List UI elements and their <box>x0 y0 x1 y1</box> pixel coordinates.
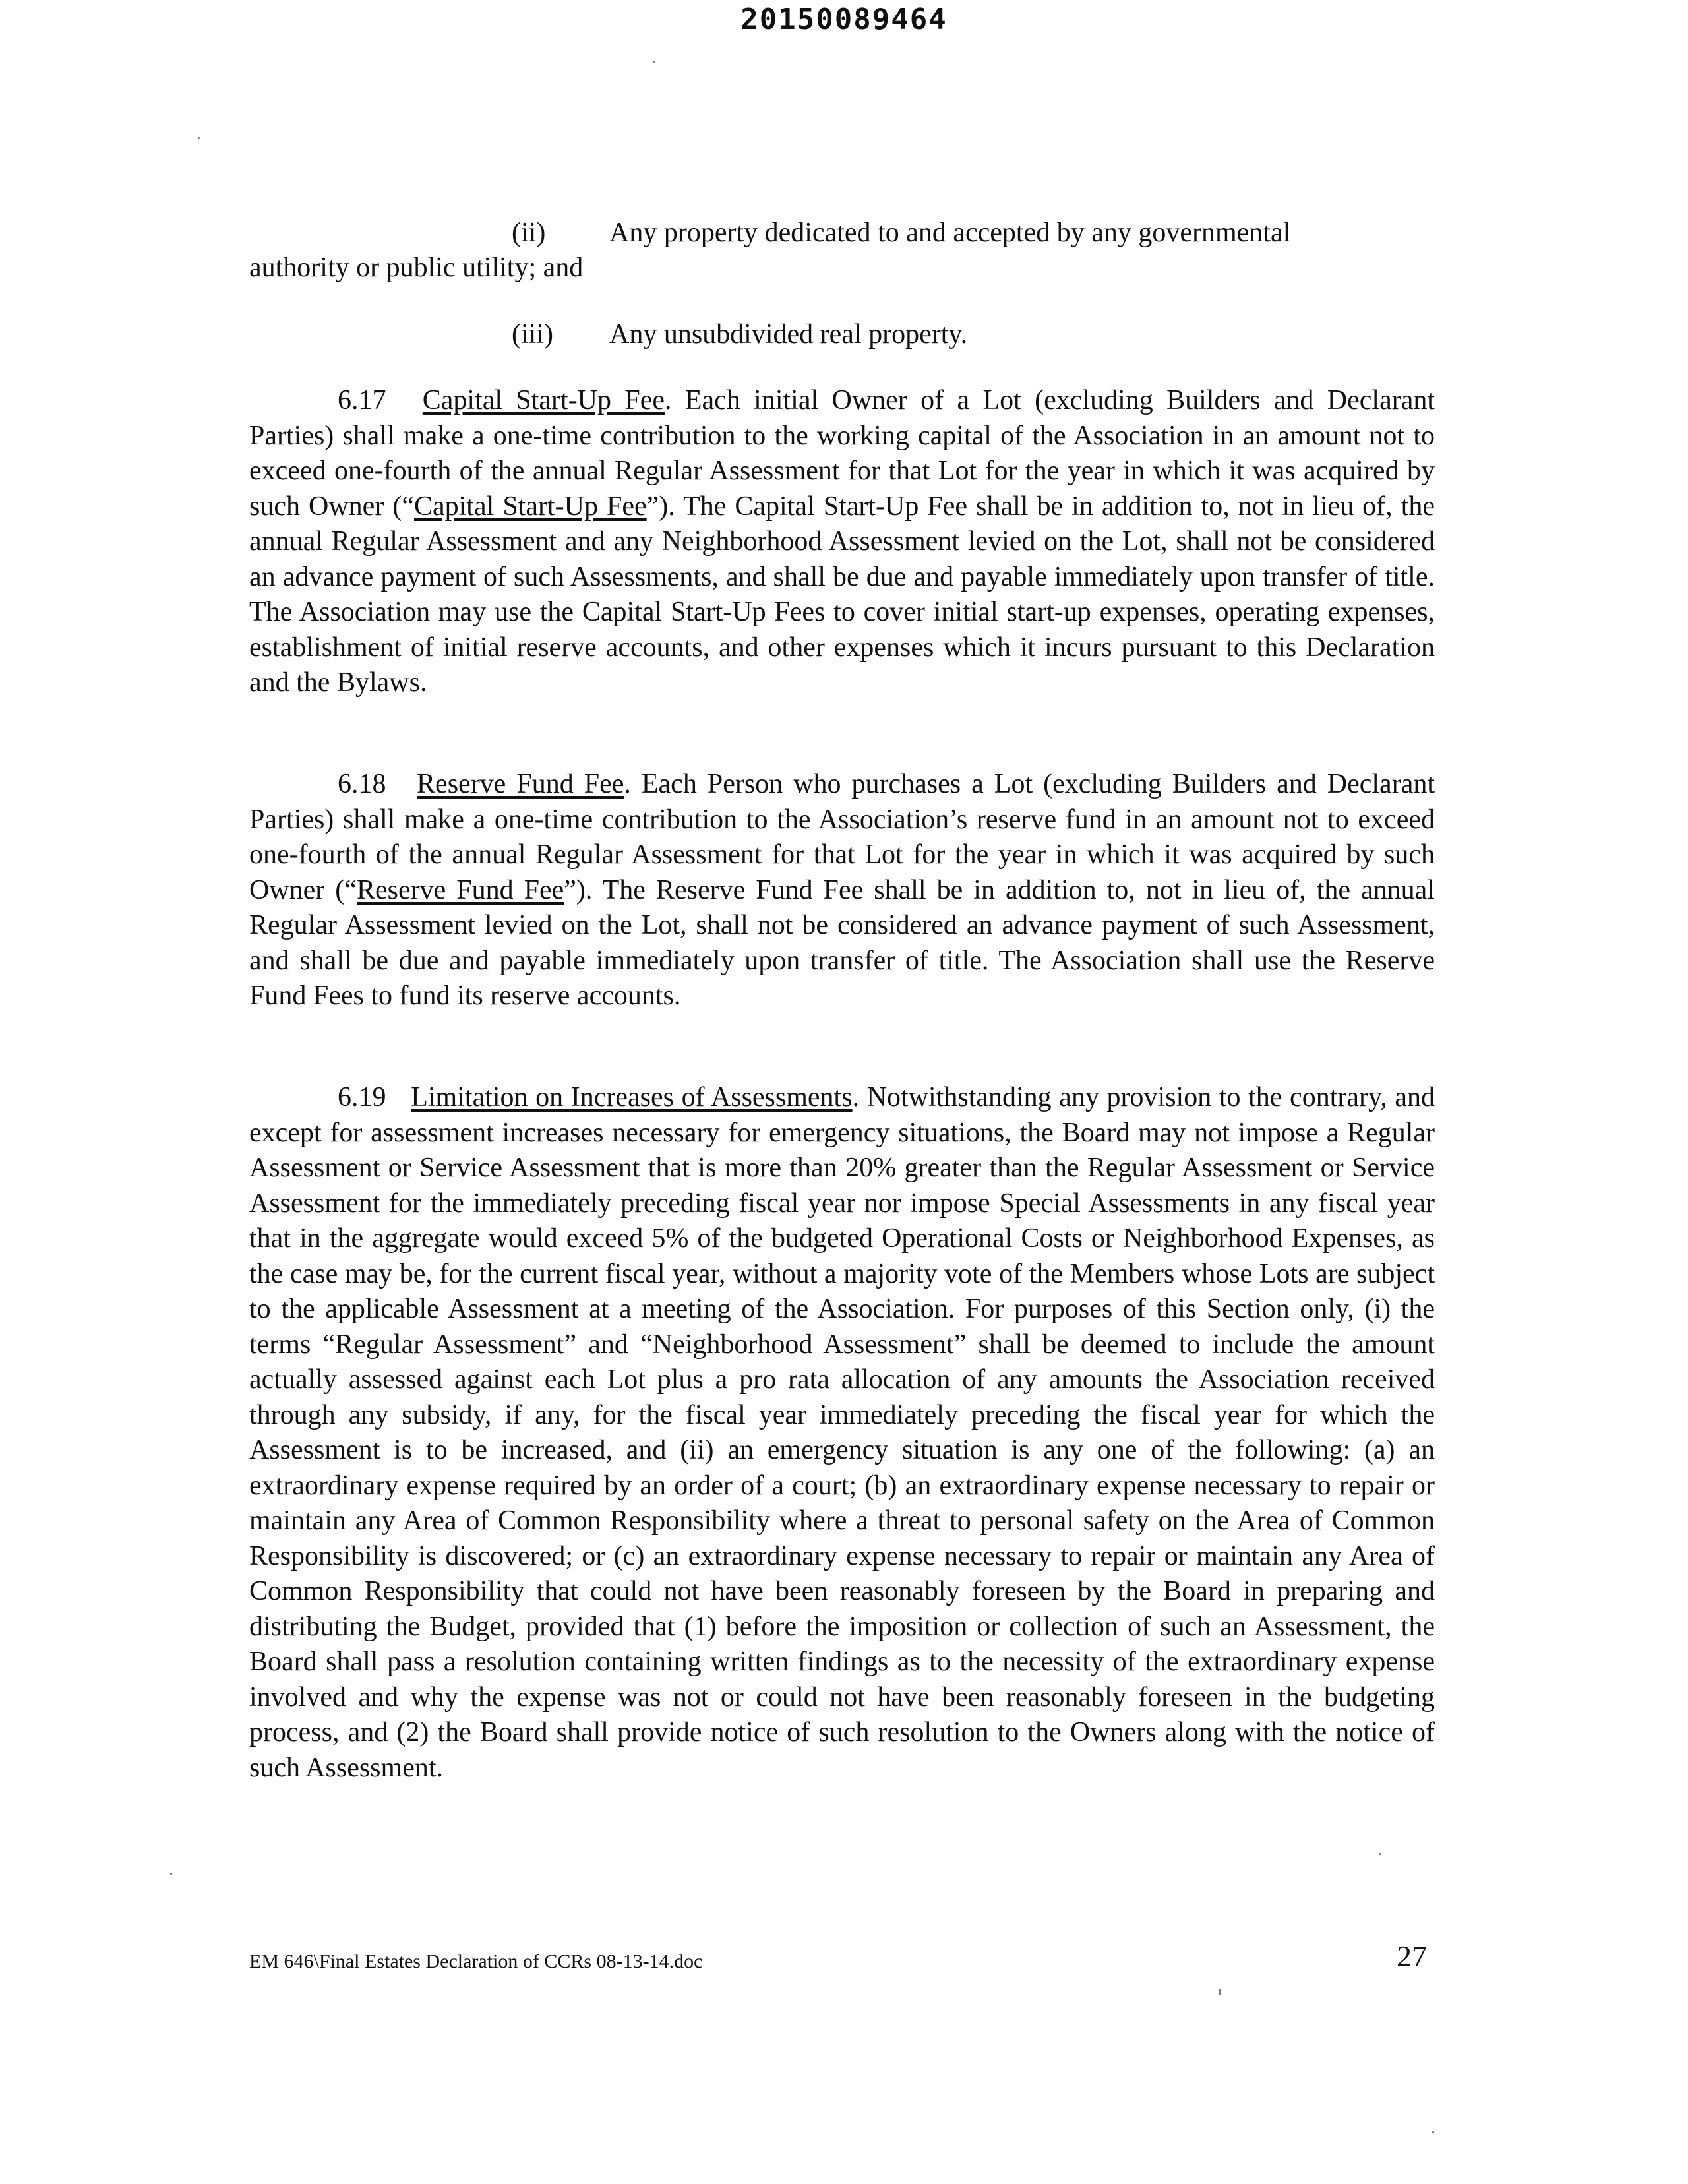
scan-speck <box>1219 1989 1221 1995</box>
subitem-number: (iii) <box>512 319 553 349</box>
section-6-17 <box>249 383 1435 701</box>
subitem-iii <box>249 317 1435 352</box>
section-title: Limitation on Increases of Assessments <box>411 1082 853 1112</box>
section-number: 6.17 <box>338 385 386 415</box>
scan-speck <box>170 1873 172 1875</box>
scan-speck <box>1379 1853 1381 1855</box>
page-number: 27 <box>1397 1939 1427 1973</box>
scan-speck <box>198 137 200 139</box>
subitem-text: Any property dedicated to and accepted by any governmental <box>609 218 1291 248</box>
defined-term: Reserve Fund Fee <box>356 874 564 905</box>
section-text: . Each Person who purchases a Lot (excluding Builders and Declarant Parties) shall make a one-time contribution to the Association’s reserve fund in an amount not to exceed one-fourth of the annual Regular Assessment for that Lot for the year in which it was acquired by such Owner (“ <box>249 769 1435 905</box>
subitem-continuation: authority or public utility; and <box>249 253 584 283</box>
subitem-text: Any unsubdivided real property. <box>609 319 968 349</box>
subitem-number: (ii) <box>512 218 546 248</box>
section-title: Reserve Fund Fee <box>417 769 624 799</box>
scan-speck <box>1432 2131 1434 2133</box>
section-text: . Notwithstanding any provision to the contrary, and except for assessment increases necessary for emergency situations, the Board may not impose a Regular Assessment or Service Assessment that is more than 20% greater than the Regular Assessment or Service Assessment for the immediately preceding fiscal year nor impose Special Assessments in any fiscal year that in the aggregate would exceed 5% of the budgeted Operational Costs or Neighborhood Expenses, as the case may be, for the current fiscal year, without a majority vote of the Members whose Lots are subject to the applicable Assessment at a meeting of the Association. For purposes of this Section only, (i) the terms “Regular Assessment” and “Neighborhood Assessment” shall be deemed to include the amount actually assessed against each Lot plus a pro rata allocation of any amounts the Association received through any subsidy, if any, for the fiscal year immediately preceding the fiscal year for which the Assessment is to be increased, and (ii) an emergency situation is any one of the following: (a) an extraordinary expense required by an order of a court; (b) an extraordinary expense necessary to repair or maintain any Area of Common Responsibility where a threat to personal safety on the Area of Common Responsibility is discovered; or (c) an extraordinary expense necessary to repair or maintain any Area of Common Responsibility that could not have been reasonably foreseen by the Board in preparing and distributing the Budget, provided that (1) before the imposition or collection of such an Assessment, the Board shall pass a resolution containing written findings as to the necessity of the extraordinary expense involved and why the expense was not or could not have been reasonably foreseen in the budgeting process, and (2) the Board shall provide notice of such resolution to the Owners along with the notice of such Assessment. <box>249 1082 1435 1783</box>
defined-term: Capital Start-Up Fee <box>413 491 647 522</box>
section-number: 6.19 <box>338 1082 386 1112</box>
document-number: 20150089464 <box>740 3 948 36</box>
section-number: 6.18 <box>338 769 386 799</box>
section-6-19 <box>249 1080 1435 1786</box>
section-6-18 <box>249 767 1435 1014</box>
section-title: Capital Start-Up Fee <box>422 385 665 415</box>
section-text: ”). The Reserve Fund Fee shall be in addition to, not in lieu of, the annual Regular Assessment levied on the Lot, shall not be considered an advance payment of such Assessment, and shall be due and payable immediately upon transfer of title. The Association shall use the Reserve Fund Fees to fund its reserve accounts. <box>249 874 1435 1011</box>
subitem-ii <box>249 216 1435 286</box>
section-text: ”). The Capital Start-Up Fee shall be in addition to, not in lieu of, the annual Regular Assessment and any Neighborhood Assessment levied on the Lot, shall not be considered an advance payment of such Assessments, and shall be due and payable immediately upon transfer of title. The Association may use the Capital Start-Up Fees to cover initial start-up expenses, operating expenses, establishment of initial reserve accounts, and other expenses which it incurs pursuant to this Declaration and the Bylaws. <box>249 491 1435 698</box>
section-text: . Each initial Owner of a Lot (excluding Builders and Declarant Parties) shall make a one-time contribution to the working capital of the Association in an amount not to exceed one-fourth of the annual Regular Assessment for that Lot for the year in which it was acquired by such Owner (“ <box>249 385 1435 522</box>
scan-speck <box>653 61 655 63</box>
footer-file-path: EM 646\Final Estates Declaration of CCRs 08-13-14.doc <box>249 1951 703 1972</box>
